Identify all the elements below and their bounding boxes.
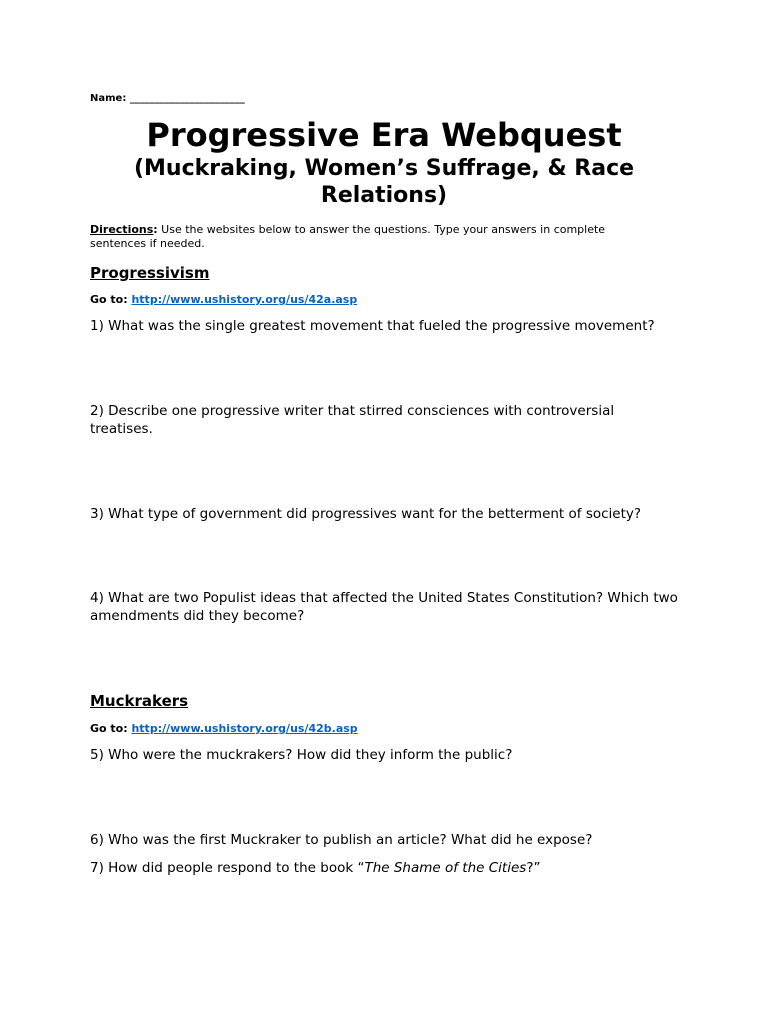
question-7 (90, 859, 680, 877)
goto-label: Go to: (90, 293, 132, 306)
directions (90, 223, 650, 251)
question-5: 5) Who were the muckrakers? How did they inform the public? (90, 747, 513, 763)
name-label: Name: (90, 93, 130, 104)
question-1: 1) What was the single greatest movement that fueled the progressive movement? (90, 318, 655, 334)
goto-line-progressivism (90, 293, 357, 306)
question-4: 4) What are two Populist ideas that affected the United States Constitution? Which two amendments did they become? (90, 590, 678, 624)
section-heading-progressivism: Progressivism (90, 264, 210, 282)
question-7-suffix: ?” (526, 860, 541, 876)
question-2: 2) Describe one progressive writer that stirred consciences with controversial treatises. (90, 403, 615, 437)
book-title: The Shame of the Cities (364, 860, 527, 876)
directions-text: Use the websites below to answer the questions. Type your answers in complete sentences if needed. (90, 223, 606, 250)
muckrakers-link[interactable]: http://www.ushistory.org/us/42b.asp (131, 722, 358, 735)
question-7-prefix: 7) How did people respond to the book “ (90, 860, 365, 876)
question-3: 3) What type of government did progressives want for the betterment of society? (90, 506, 642, 522)
goto-line-muckrakers (90, 722, 358, 735)
name-field (90, 93, 245, 104)
directions-colon: : (153, 223, 158, 236)
directions-label: Directions (90, 223, 154, 236)
name-blank-line: _______________________ (129, 93, 245, 104)
page-title: Progressive Era Webquest (146, 116, 622, 154)
page-subtitle: (Muckraking, Women’s Suffrage, & Race Relations) (133, 156, 635, 208)
question-6: 6) Who was the first Muckraker to publish an article? What did he expose? (90, 832, 593, 848)
goto-label: Go to: (90, 722, 132, 735)
progressivism-link[interactable]: http://www.ushistory.org/us/42a.asp (131, 293, 358, 306)
section-heading-muckrakers: Muckrakers (90, 692, 189, 710)
